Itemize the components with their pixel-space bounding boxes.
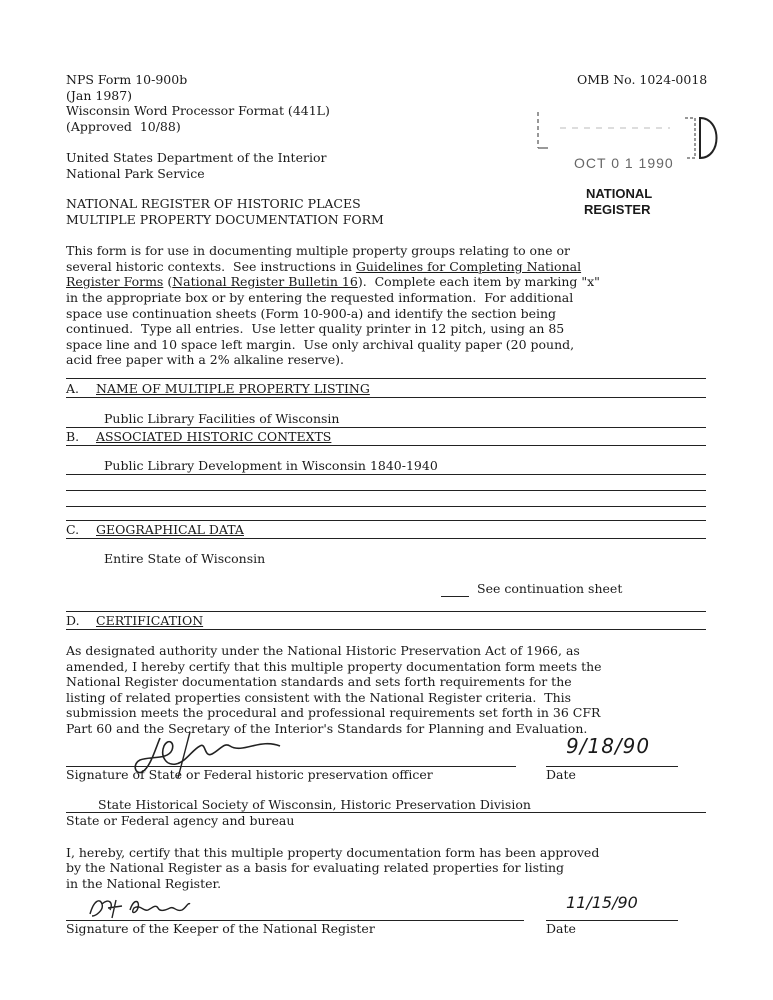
continuation-checkbox-line[interactable]	[441, 596, 469, 597]
keeper-line: by the National Register as a basis for evaluating related properties for listing	[66, 860, 565, 875]
instructions-text: (	[163, 274, 173, 289]
certification-line: Part 60 and the Secretary of the Interior's Standards for Planning and Evaluation.	[66, 721, 588, 736]
form-title-line1: NATIONAL REGISTER OF HISTORIC PLACES	[66, 196, 361, 211]
instructions-text: several historic contexts. See instructions in	[66, 259, 356, 274]
approved-date: (Approved 10/88)	[66, 119, 181, 134]
omb-number: OMB No. 1024-0018	[577, 72, 708, 87]
keeper-line: I, hereby, certify that this multiple property documentation form has been approved	[66, 845, 600, 860]
form-id: NPS Form 10-900b	[66, 72, 188, 87]
certification-line: National Register documentation standards and sets forth requirements for the	[66, 674, 572, 689]
blank-line[interactable]	[66, 506, 706, 507]
section-b-heading: ASSOCIATED HISTORIC CONTEXTS	[96, 429, 332, 444]
section-a-heading: NAME OF MULTIPLE PROPERTY LISTING	[96, 381, 370, 396]
continuation-sheet-label: See continuation sheet	[477, 581, 623, 596]
section-d-letter: D.	[66, 613, 80, 628]
form-title-line2: MULTIPLE PROPERTY DOCUMENTATION FORM	[66, 212, 384, 227]
blank-line[interactable]	[66, 490, 706, 491]
divider	[66, 520, 706, 521]
stamp-register: REGISTER	[584, 202, 651, 217]
agency-value[interactable]: State Historical Society of Wisconsin, Historic Preservation Division	[98, 797, 531, 812]
divider	[66, 397, 706, 398]
instructions-line: in the appropriate box or by entering the requested information. For additional	[66, 290, 574, 305]
divider	[66, 629, 706, 630]
processor-format: Wisconsin Word Processor Format (441L)	[66, 103, 330, 118]
keeper-date: 11/15/90	[566, 893, 638, 912]
instructions-line	[66, 274, 600, 290]
form-date: (Jan 1987)	[66, 88, 133, 103]
blank-line[interactable]	[66, 474, 706, 475]
guidelines-title-cont: Register Forms	[66, 274, 164, 289]
instructions-text: ). Complete each item by marking "x"	[357, 274, 600, 289]
keeper-date-label: Date	[546, 921, 576, 936]
divider	[66, 378, 706, 379]
department: United States Department of the Interior	[66, 150, 327, 165]
guidelines-title: Guidelines for Completing National	[355, 259, 582, 274]
certification-line: submission meets the procedural and professional requirements set forth in 36 CFR	[66, 705, 601, 720]
section-d-heading: CERTIFICATION	[96, 613, 204, 628]
geographical-data-value[interactable]: Entire State of Wisconsin	[104, 551, 266, 566]
instructions-line: continued. Type all entries. Use letter quality printer in 12 pitch, using an 85	[66, 321, 565, 336]
instructions-line: space use continuation sheets (Form 10-900-a) and identify the section being	[66, 306, 557, 321]
divider	[66, 427, 706, 428]
multiple-property-name[interactable]: Public Library Facilities of Wisconsin	[104, 411, 340, 426]
stamp-national: NATIONAL	[586, 186, 653, 201]
instructions-line: space line and 10 space left margin. Use only archival quality paper (20 pound,	[66, 337, 575, 352]
signature-label: Signature of State or Federal historic preservation officer	[66, 767, 433, 782]
certification-line: listing of related properties consistent with the National Register criteria. This	[66, 690, 572, 705]
instructions-line: acid free paper with a 2% alkaline reserve).	[66, 352, 344, 367]
divider	[66, 445, 706, 446]
instructions-line	[66, 259, 581, 275]
section-b-letter: B.	[66, 429, 80, 444]
section-c-heading: GEOGRAPHICAL DATA	[96, 522, 244, 537]
signature-date: 9/18/90	[566, 734, 651, 758]
section-c-letter: C.	[66, 522, 80, 537]
divider	[66, 611, 706, 612]
historic-context-value[interactable]: Public Library Development in Wisconsin 1840-1940	[104, 458, 438, 473]
keeper-line: in the National Register.	[66, 876, 222, 891]
section-a-letter: A.	[66, 381, 80, 396]
agency-label: State or Federal agency and bureau	[66, 813, 295, 828]
instructions-line: This form is for use in documenting multiple property groups relating to one or	[66, 243, 571, 258]
certification-line: amended, I hereby certify that this multiple property documentation form meets the	[66, 659, 602, 674]
certification-line: As designated authority under the National Historic Preservation Act of 1966, as	[66, 643, 580, 658]
service: National Park Service	[66, 166, 205, 181]
received-date: OCT 0 1 1990	[574, 155, 674, 171]
keeper-signature-label: Signature of the Keeper of the National Register	[66, 921, 375, 936]
divider	[66, 538, 706, 539]
bulletin-title: National Register Bulletin 16	[172, 274, 358, 289]
received-stamp-frame	[530, 108, 730, 188]
date-label: Date	[546, 767, 576, 782]
